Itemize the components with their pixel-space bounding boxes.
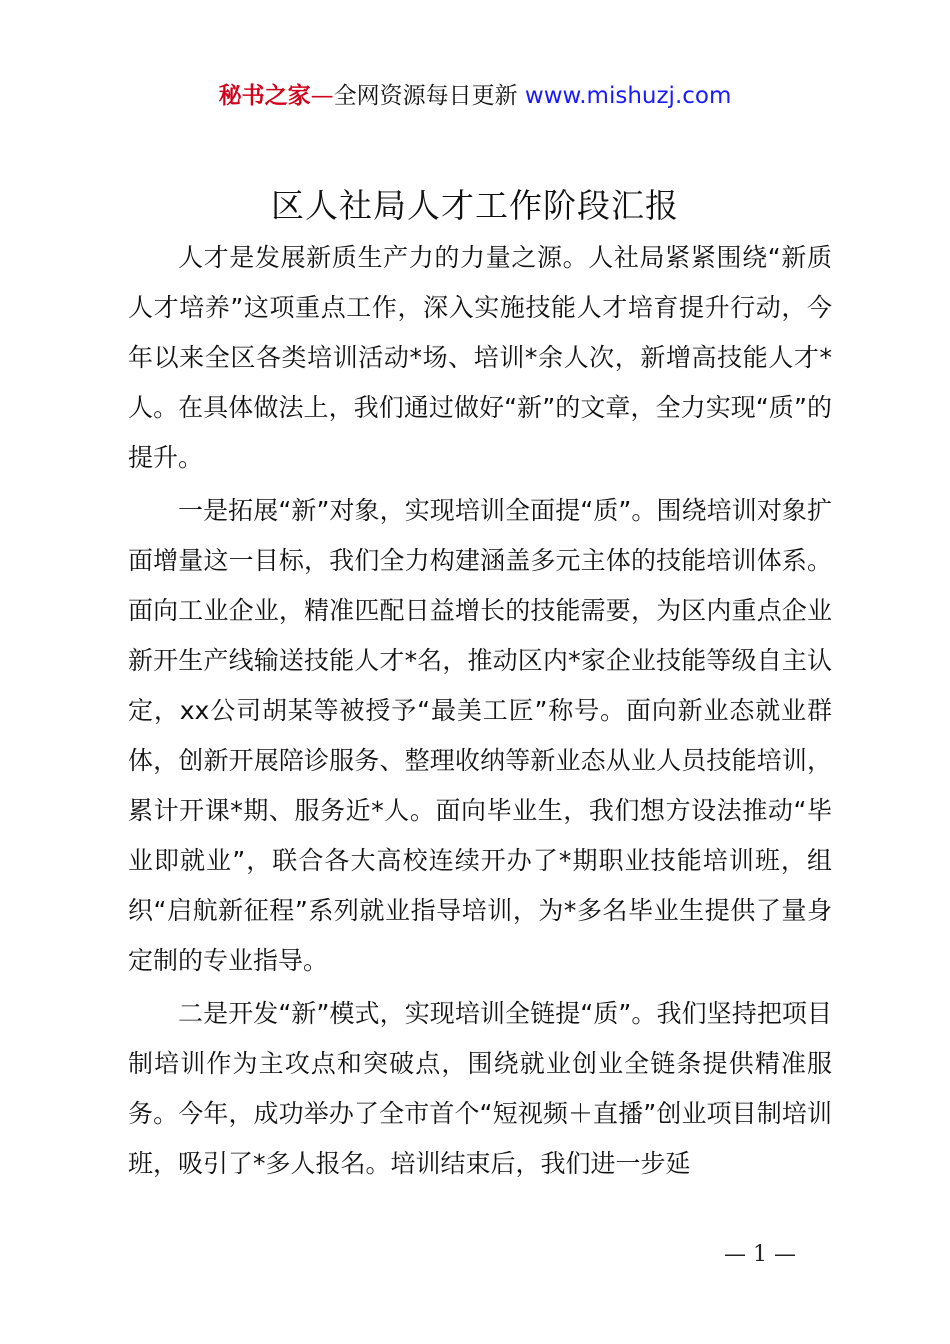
paragraph-intro: 人才是发展新质生产力的力量之源。人社局紧紧围绕“新质人才培养”这项重点工作，深入实施技能人才培育提升行动，今年以来全区各类培训活动*场、培训*余人次，新增高技能人才*人。在具体做法上，我们通过做好“新”的文章，全力实现“质”的提升。 xyxy=(128,243,832,472)
document-title: 区人社局人才工作阶段汇报 xyxy=(271,186,679,225)
paragraph-section-one: 一是拓展“新”对象，实现培训全面提“质”。围绕培训对象扩面增量这一目标，我们全力构建涵盖多元主体的技能培训体系。面向工业企业，精准匹配日益增长的技能需要，为区内重点企业新开生产线输送技能人才*名，推动区内*家企业技能等级自主认定，xx公司胡某等被授予“最美工匠”称号。面向新业态就业群体，创新开展陪诊服务、整理收纳等新业态从业人员技能培训，累计开课*期、服务近*人。面向毕业生，我们想方设法推动“毕业即就业”，联合各大高校连续开办了*期职业技能培训班，组织“启航新征程”系列就业指导培训，为*多名毕业生提供了量身定制的专业指导。 xyxy=(128,496,832,975)
header-dash: — xyxy=(310,83,334,109)
page-number: — 1 — xyxy=(724,1242,796,1267)
site-url-link[interactable]: www.mishuzj.com xyxy=(524,83,732,109)
site-brand: 秘书之家 xyxy=(218,83,311,109)
site-tagline: 全网资源每日更新 xyxy=(333,83,518,109)
paragraph-section-two: 二是开发“新”模式，实现培训全链提“质”。我们坚持把项目制培训作为主攻点和突破点，围绕就业创业全链条提供精准服务。今年，成功举办了全市首个“短视频＋直播”创业项目制培训班，吸引了*多人报名。培训结束后，我们进一步延 xyxy=(128,999,832,1178)
site-header xyxy=(0,80,950,112)
document-body xyxy=(128,233,832,1192)
